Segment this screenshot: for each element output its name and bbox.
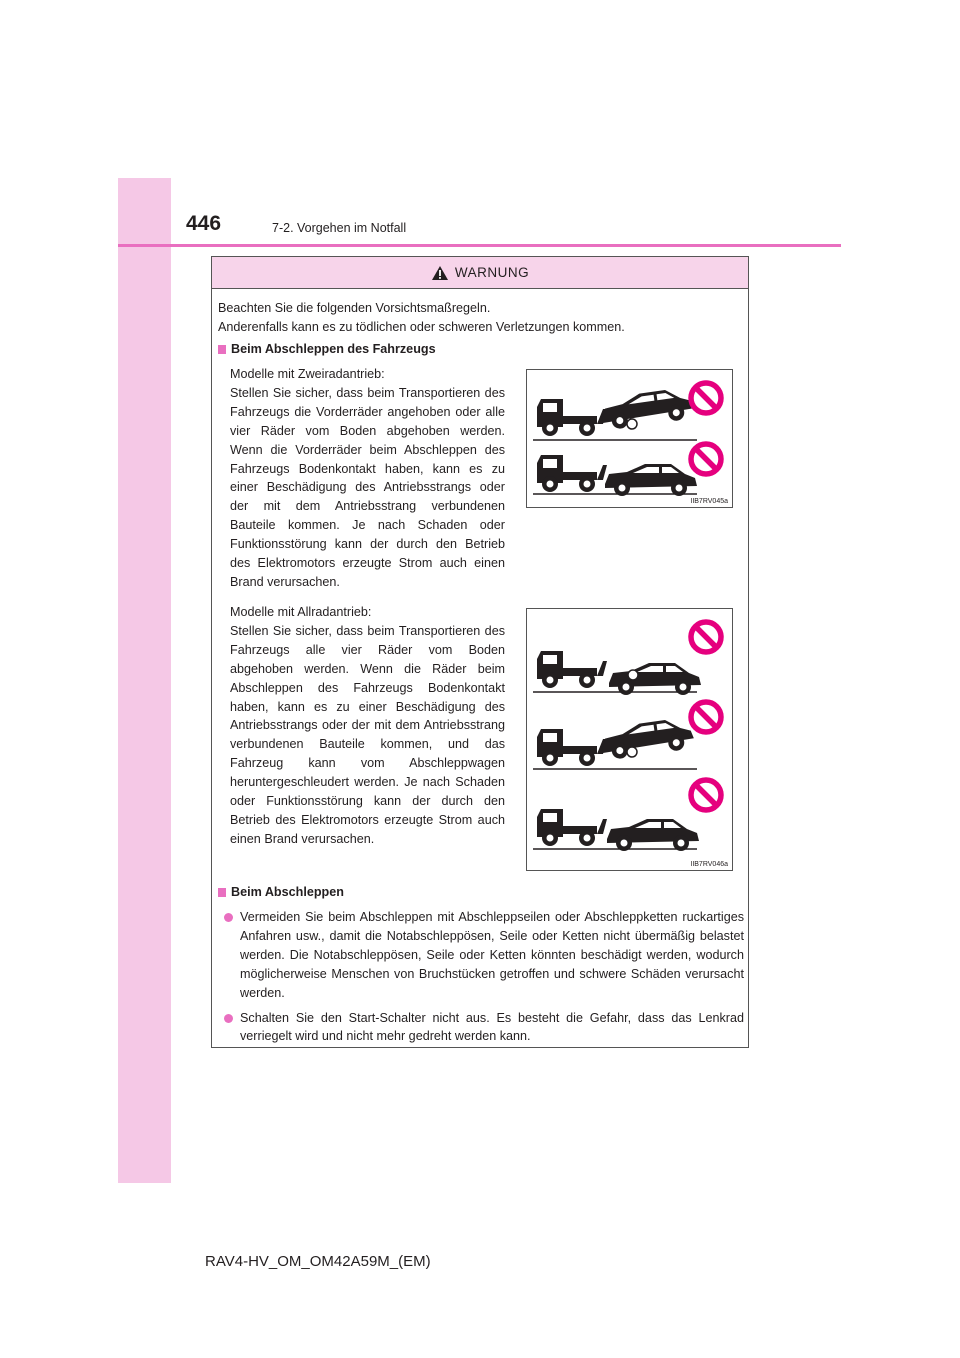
warning-box	[211, 256, 749, 1048]
subheading-towing	[218, 885, 344, 899]
all-wheel-paragraph	[230, 603, 505, 849]
two-wheel-title: Modelle mit Zweiradantrieb:	[230, 367, 385, 381]
subheading-text: Beim Abschleppen des Fahrzeugs	[231, 342, 436, 356]
prohibited-icon	[691, 444, 721, 474]
bullet-text: Schalten Sie den Start-Schalter nicht aus. Es besteht die Gefahr, dass das Lenkrad verriegelt wird und nicht mehr gedreht werden kann.	[240, 1010, 744, 1044]
list-item	[224, 908, 744, 1003]
list-item	[224, 1009, 744, 1047]
bullet-text: Vermeiden Sie beim Abschleppen mit Abschleppseilen oder Abschleppketten ruckartiges Anfahren usw., damit die Notabschleppösen, Seile oder Ketten nicht übermäßig belastet werden. Die Notabschleppösen, Seile oder Ketten könnten beschädigt werden, wodurch möglicherweise Menschen von Bruchstücken getroffen und schwere Schäden verursacht werden.	[240, 910, 744, 1000]
towing-illustration-awd	[527, 609, 732, 870]
figure-code: IIB7RV045a	[690, 498, 728, 505]
prohibited-icon	[691, 622, 721, 652]
square-bullet-icon	[218, 345, 226, 354]
section-title: 7-2. Vorgehen im Notfall	[272, 221, 407, 235]
warning-title: WARNUNG	[454, 265, 530, 280]
warning-header	[212, 257, 748, 289]
two-wheel-text: Stellen Sie sicher, dass beim Transportieren des Fahrzeugs die Vorderräder angehoben oder alle vier Räder vom Boden abgehoben werden. Wenn die Vorderräder beim Abschleppen des Fahrzeugs Bodenkontakt haben, kann es zu einer Beschädigung des Antriebsstrangs oder der mit dem Antriebsstrang verbundenen Bauteile kommen. Je nach Schaden oder Funktionsstörung kann der durch den Betrieb des Elektromotors erzeugte Strom auch einen Brand verursachen.	[230, 385, 505, 589]
two-wheel-paragraph	[230, 365, 505, 592]
two-wheel-figure	[526, 369, 733, 508]
subheading-text: Beim Abschleppen	[231, 885, 344, 899]
all-wheel-title: Modelle mit Allradantrieb:	[230, 605, 372, 619]
header-rule	[118, 244, 841, 247]
square-bullet-icon	[218, 888, 226, 897]
towing-bullet-list	[224, 908, 744, 1052]
subheading-towing-vehicle	[218, 342, 436, 356]
chapter-side-band	[118, 178, 171, 1183]
bullet-dot-icon	[224, 913, 233, 922]
all-wheel-figure	[526, 608, 733, 871]
prohibited-icon	[691, 780, 721, 810]
prohibited-icon	[691, 383, 721, 413]
all-wheel-text: Stellen Sie sicher, dass beim Transportieren des Fahrzeugs alle vier Räder vom Boden abgehoben werden. Wenn die Räder beim Abschleppen des Fahrzeugs Bodenkontakt haben, kann es zu einer Beschädigung des Antriebsstrangs oder der mit dem Antriebsstrang verbundenen Bauteile kommen, und das Fahrzeug kann vom Abschleppwagen heruntergeschleudert werden. Je nach Schaden oder Funktionsstörung kann der durch den Betrieb des Elektromotors erzeugte Strom auch einen Brand verursachen.	[230, 623, 505, 846]
bullet-dot-icon	[224, 1014, 233, 1023]
prohibited-icon	[691, 702, 721, 732]
figure-code: IIB7RV046a	[690, 861, 728, 868]
page-number: 446	[186, 212, 222, 235]
intro-line-2: Anderenfalls kann es zu tödlichen oder schweren Verletzungen kommen.	[218, 320, 625, 334]
footer-model-code: RAV4-HV_OM_OM42A59M_(EM)	[205, 1253, 431, 1270]
towing-illustration-2wd	[527, 370, 732, 507]
warning-intro	[218, 299, 625, 337]
warning-triangle-icon	[431, 265, 449, 281]
intro-line-1: Beachten Sie die folgenden Vorsichtsmaßregeln.	[218, 301, 491, 315]
